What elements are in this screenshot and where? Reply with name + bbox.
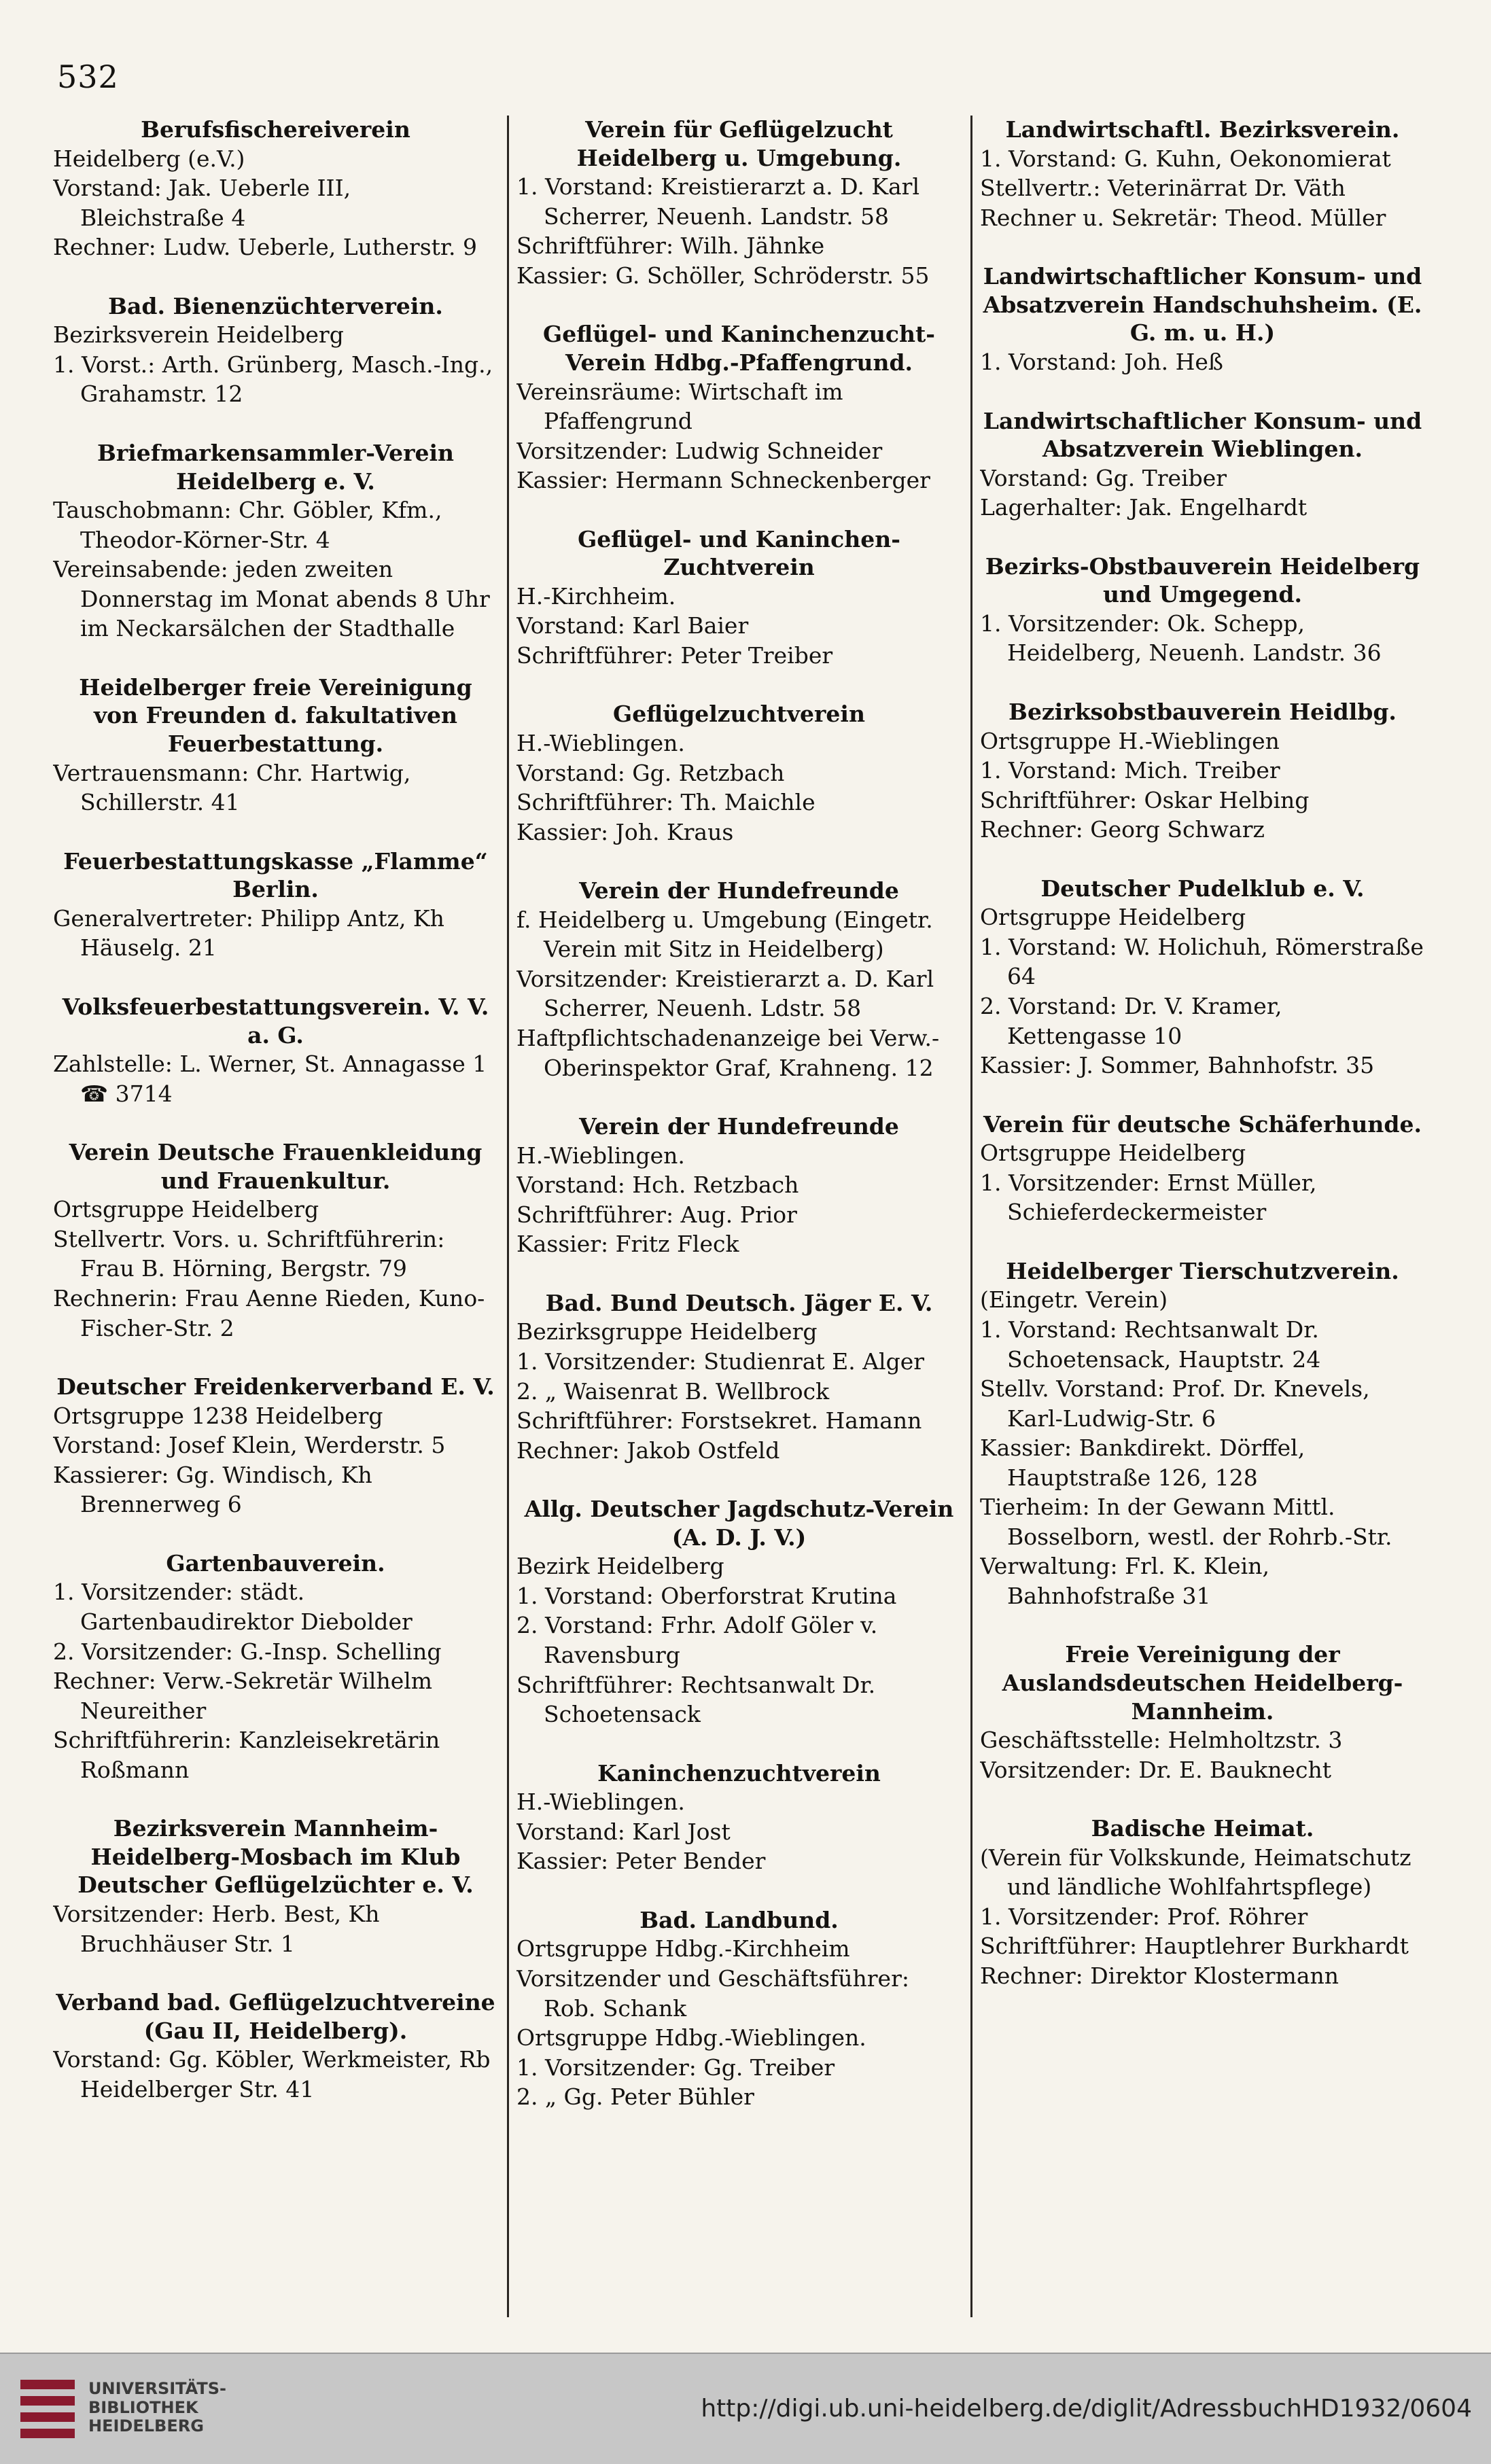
entry-line: Bezirk Heidelberg <box>516 1553 724 1580</box>
university-library-logo-icon <box>20 2380 75 2438</box>
entry-line: f. Heidelberg u. Umgebung (Eingetr. Verein mit Sitz in Heidelberg) <box>516 906 933 963</box>
entry-title: Bad. Landbund. <box>639 1906 839 1933</box>
entry-title: Deutscher Pudelklub e. V. <box>1040 875 1365 902</box>
entry-line: Kassier: Hermann Schneckenberger <box>516 467 930 494</box>
directory-entry <box>53 1373 498 1519</box>
entry-line: 2. Vorsitzender: G.-Insp. Schelling <box>53 1638 442 1665</box>
entry-line: Vorsitzender: Herb. Best, Kh Bruchhäuser Str. 1 <box>53 1901 380 1957</box>
entry-title: Landwirtschaftl. Bezirksverein. <box>1005 116 1400 143</box>
directory-entry <box>53 1549 498 1784</box>
entry-line: 2. Vorstand: Frhr. Adolf Göler v. Ravensburg <box>516 1612 878 1668</box>
directory-entry <box>53 847 498 963</box>
directory-entry <box>516 700 962 847</box>
entry-line: Schriftführer: Wilh. Jähnke <box>516 232 825 260</box>
directory-entry <box>53 993 498 1108</box>
entry-line: Vorstand: Gg. Treiber <box>980 464 1227 491</box>
entry-title: Feuerbestattungskasse „Flamme“ Berlin. <box>63 847 488 903</box>
directory-entry <box>516 1289 962 1465</box>
entry-line: Stellvertr. Vors. u. Schriftführerin: Frau B. Hörning, Bergstr. 79 <box>53 1225 445 1282</box>
entry-line: Rechner: Jakob Ostfeld <box>516 1437 780 1464</box>
entry-line: Bezirksverein Heidelberg <box>53 321 344 349</box>
entry-title: Verein der Hundefreunde <box>579 1113 899 1140</box>
directory-entry <box>53 439 498 644</box>
directory-entry <box>53 1138 498 1343</box>
directory-entry <box>980 1814 1425 1990</box>
entry-line: Kassierer: Gg. Windisch, Kh Brennerweg 6 <box>53 1461 372 1518</box>
entry-line: 1. Vorstand: Joh. Heß <box>980 348 1223 375</box>
directory-entry <box>53 1814 498 1958</box>
entry-line: Tierheim: In der Gewann Mittl. Bosselborn, westl. der Rohrb.-Str. <box>980 1494 1392 1550</box>
directory-entry <box>980 698 1425 845</box>
directory-entry <box>516 877 962 1083</box>
entry-title: Landwirtschaftlicher Konsum- und Absatzverein Wieblingen. <box>983 407 1422 463</box>
directory-entry <box>980 1257 1425 1611</box>
directory-entry <box>516 116 962 290</box>
directory-entry <box>53 116 498 262</box>
entry-line: Kassier: Joh. Kraus <box>516 818 734 845</box>
entry-title: Verband bad. Geflügelzuchtvereine (Gau II, Heidelberg). <box>56 1989 495 2044</box>
entry-title: Heidelberger Tierschutzverein. <box>1006 1257 1399 1284</box>
entry-line: 1. Vorsitzender: Prof. Röhrer <box>980 1903 1308 1930</box>
entry-title: Badische Heimat. <box>1091 1815 1314 1842</box>
directory-entry <box>53 1988 498 2104</box>
directory-entry <box>980 552 1425 668</box>
directory-entry <box>980 1110 1425 1227</box>
directory-entry <box>516 1495 962 1729</box>
entry-title: Briefmarkensammler-Verein Heidelberg e. V. <box>97 439 455 495</box>
entry-line: Schriftführer: Th. Maichle <box>516 789 815 816</box>
entry-title: Geflügelzuchtverein <box>613 701 865 728</box>
entry-line: 1. Vorstand: Rechtsanwalt Dr. Schoetensack, Hauptstr. 24 <box>980 1316 1321 1373</box>
entry-title: Verein Deutsche Frauenkleidung und Frauenkultur. <box>69 1139 483 1194</box>
entry-line: Vorstand: Hch. Retzbach <box>516 1172 799 1199</box>
directory-entry <box>980 262 1425 376</box>
entry-line: Stellv. Vorstand: Prof. Dr. Knevels, Karl-Ludwig-Str. 6 <box>980 1375 1370 1432</box>
entry-title: Heidelberger freie Vereinigung von Freunden d. fakultativen Feuerbestattung. <box>79 673 472 758</box>
entry-line: Vorstand: Gg. Köbler, Werkmeister, Rb Heidelberger Str. 41 <box>53 2046 491 2102</box>
entry-line: H.-Wieblingen. <box>516 1789 685 1816</box>
entry-line: Schriftführer: Peter Treiber <box>516 641 833 669</box>
directory-entry <box>516 1759 962 1876</box>
entry-line: 1. Vorsitzender: Ok. Schepp, Heidelberg, Neuenh. Landstr. 36 <box>980 610 1382 667</box>
entry-line: Zahlstelle: L. Werner, St. Annagasse 1 ☎ 3714 <box>53 1051 487 1107</box>
entry-line: Vorstand: Josef Klein, Werderstr. 5 <box>53 1432 446 1459</box>
entry-line: Schriftführer: Aug. Prior <box>516 1201 797 1228</box>
entry-line: Vorsitzender: Dr. E. Bauknecht <box>980 1756 1332 1783</box>
entry-title: Verein für Geflügelzucht Heidelberg u. Umgebung. <box>576 116 902 171</box>
entry-line: Lagerhalter: Jak. Engelhardt <box>980 494 1308 521</box>
entry-line: Geschäftsstelle: Helmholtzstr. 3 <box>980 1727 1343 1754</box>
directory-entry <box>516 1112 962 1259</box>
column-left <box>53 116 498 2347</box>
directory-entry <box>53 292 498 409</box>
entry-line: 1. Vorsitzender: städt. Gartenbaudirektor Diebolder <box>53 1579 413 1635</box>
entry-line: Kassier: Fritz Fleck <box>516 1231 739 1258</box>
library-name <box>88 2380 226 2436</box>
entry-line: Vorsitzender: Ludwig Schneider <box>516 437 883 464</box>
entry-line: Ortsgruppe Heidelberg <box>980 904 1246 931</box>
entry-line: H.-Wieblingen. <box>516 1142 685 1169</box>
entry-line: Schriftführer: Oskar Helbing <box>980 786 1310 813</box>
entry-line: Schriftführer: Rechtsanwalt Dr. Schoetensack <box>516 1671 876 1728</box>
entry-title: Kaninchenzuchtverein <box>597 1759 881 1787</box>
entry-title: Bezirksverein Mannheim-Heidelberg-Mosbach im Klub Deutscher Geflügelzüchter e. V. <box>77 1815 474 1899</box>
entry-line: Stellvertr.: Veterinärrat Dr. Väth <box>980 175 1346 202</box>
entry-title: Volksfeuerbestattungsverein. V. V. a. G. <box>62 993 489 1049</box>
column-divider <box>507 116 509 2317</box>
directory-entry <box>516 525 962 671</box>
entry-title: Bad. Bund Deutsch. Jäger E. V. <box>545 1289 933 1316</box>
entry-line: 1. Vorsitzender: Ernst Müller, Schieferdeckermeister <box>980 1169 1317 1226</box>
directory-entry <box>53 673 498 817</box>
entry-line: Schriftführerin: Kanzleisekretärin Roßmann <box>53 1727 440 1783</box>
entry-line: H.-Kirchheim. <box>516 582 676 610</box>
entry-line: Kassier: J. Sommer, Bahnhofstr. 35 <box>980 1052 1375 1079</box>
footer-bar <box>0 2353 1491 2464</box>
entry-line: 1. Vorstand: Kreistierarzt a. D. Karl Scherrer, Neuenh. Landstr. 58 <box>516 173 920 230</box>
entry-title: Deutscher Freidenkerverband E. V. <box>56 1373 495 1401</box>
entry-line: Kassier: Bankdirekt. Dörffel, Hauptstraße 126, 128 <box>980 1435 1305 1491</box>
entry-line: 1. Vorstand: G. Kuhn, Oekonomierat <box>980 145 1391 172</box>
entry-line: Vorsitzender und Geschäftsführer: Rob. Schank <box>516 1965 909 2022</box>
entry-title: Freie Vereinigung der Auslandsdeutschen Heidelberg-Mannheim. <box>1002 1641 1403 1725</box>
entry-line: H.-Wieblingen. <box>516 730 685 757</box>
entry-title: Berufsfischereiverein <box>141 116 410 143</box>
library-name-line: BIBLIOTHEK <box>88 2397 198 2417</box>
entry-line: 1. Vorsitzender: Gg. Treiber <box>516 2054 835 2081</box>
entry-line: (Eingetr. Verein) <box>980 1286 1168 1314</box>
entry-title: Allg. Deutscher Jagdschutz-Verein (A. D. J. V.) <box>524 1496 954 1551</box>
entry-title: Bezirksobstbauverein Heidlbg. <box>1008 699 1397 725</box>
directory-entry <box>980 407 1425 523</box>
entry-line: 2. „ Waisenrat B. Wellbrock <box>516 1377 830 1405</box>
entry-line: Vereinsabende: jeden zweiten Donnerstag im Monat abends 8 Uhr im Neckarsälchen der Stadthalle <box>53 556 490 642</box>
entry-line: 2. „ Gg. Peter Bühler <box>516 2083 754 2111</box>
entry-line: Ortsgruppe Hdbg.-Kirchheim <box>516 1935 850 1963</box>
source-url-link[interactable]: http://digi.ub.uni-heidelberg.de/diglit/AdressbuchHD1932/0604 <box>701 2395 1472 2423</box>
entry-line: Vereinsräume: Wirtschaft im Pfaffengrund <box>516 378 843 435</box>
entry-title: Bad. Bienenzüchterverein. <box>108 292 443 319</box>
directory-entry <box>516 320 962 495</box>
entry-line: Rechner: Direktor Klostermann <box>980 1963 1339 1990</box>
entry-line: Vorstand: Jak. Ueberle III, Bleichstraße 4 <box>53 175 351 231</box>
entry-line: 1. Vorsitzender: Studienrat E. Alger <box>516 1348 925 1375</box>
column-middle <box>516 116 962 2347</box>
entry-line: Ortsgruppe H.-Wieblingen <box>980 727 1280 754</box>
entry-line: Kassier: Peter Bender <box>516 1848 766 1875</box>
entry-line: Heidelberg (e.V.) <box>53 145 245 172</box>
entry-line: Tauschobmann: Chr. Göbler, Kfm., Theodor-Körner-Str. 4 <box>53 497 442 553</box>
directory-entry <box>980 116 1425 232</box>
entry-line: 1. Vorst.: Arth. Grünberg, Masch.-Ing., Grahamstr. 12 <box>53 351 493 408</box>
entry-line: Vorstand: Karl Jost <box>516 1818 731 1845</box>
entry-title: Geflügel- und Kaninchenzucht-Verein Hdbg.-Pfaffengrund. <box>543 321 935 376</box>
entry-line: Vorsitzender: Kreistierarzt a. D. Karl Scherrer, Neuenh. Ldstr. 58 <box>516 965 934 1022</box>
entry-line: Vorstand: Karl Baier <box>516 612 749 639</box>
entry-line: Schriftführer: Forstsekret. Hamann <box>516 1407 922 1435</box>
entry-line: Vorstand: Gg. Retzbach <box>516 759 785 786</box>
library-name-line: UNIVERSITÄTS- <box>88 2379 227 2398</box>
directory-entry <box>516 1906 962 2112</box>
directory-entry <box>980 1640 1425 1784</box>
entry-title: Verein der Hundefreunde <box>579 877 899 904</box>
entry-title: Gartenbauverein. <box>166 1549 385 1577</box>
entry-line: Ortsgruppe 1238 Heidelberg <box>53 1402 383 1429</box>
entry-line: 2. Vorstand: Dr. V. Kramer, Kettengasse 10 <box>980 992 1282 1049</box>
entry-line: Ortsgruppe Heidelberg <box>53 1196 319 1223</box>
entry-line: Rechner: Ludw. Ueberle, Lutherstr. 9 <box>53 234 478 261</box>
entry-line: Ortsgruppe Heidelberg <box>980 1140 1246 1167</box>
entry-line: Verwaltung: Frl. K. Klein, Bahnhofstraße 31 <box>980 1553 1269 1609</box>
entry-line: Rechner: Georg Schwarz <box>980 816 1265 843</box>
entry-line: Kassier: G. Schöller, Schröderstr. 55 <box>516 262 930 289</box>
entry-line: Generalvertreter: Philipp Antz, Kh Häuselg. 21 <box>53 904 444 962</box>
column-divider <box>970 116 972 2317</box>
entry-line: Haftpflichtschadenanzeige bei Verw.-Oberinspektor Graf, Krahneng. 12 <box>516 1025 940 1081</box>
entry-line: Ortsgruppe Hdbg.-Wieblingen. <box>516 2024 866 2052</box>
entry-line: (Verein für Volkskunde, Heimatschutz und ländliche Wohlfahrtspflege) <box>980 1844 1411 1901</box>
page-number: 532 <box>57 58 119 95</box>
entry-line: Rechner u. Sekretär: Theod. Müller <box>980 204 1386 231</box>
entry-title: Landwirtschaftlicher Konsum- und Absatzverein Handschuhsheim. (E. G. m. u. H.) <box>983 263 1422 347</box>
entry-line: 1. Vorstand: W. Holichuh, Römerstraße 64 <box>980 933 1424 990</box>
entry-line: 1. Vorstand: Oberforstrat Krutina <box>516 1582 897 1609</box>
library-name-line: HEIDELBERG <box>88 2416 204 2436</box>
entry-title: Geflügel- und Kaninchen-Zuchtverein <box>578 525 900 581</box>
entry-line: Vertrauensmann: Chr. Hartwig, Schillerstr. 41 <box>53 759 411 816</box>
entry-line: Rechner: Verw.-Sekretär Wilhelm Neureither <box>53 1668 433 1724</box>
entry-title: Verein für deutsche Schäferhunde. <box>983 1110 1422 1138</box>
entry-line: Bezirksgruppe Heidelberg <box>516 1318 818 1345</box>
column-right <box>980 116 1425 2347</box>
entry-line: 1. Vorstand: Mich. Treiber <box>980 757 1280 784</box>
entry-title: Bezirks-Obstbauverein Heidelberg und Umgegend. <box>985 552 1420 608</box>
entry-line: Rechnerin: Frau Aenne Rieden, Kuno-Fischer-Str. 2 <box>53 1285 485 1341</box>
entry-line: Schriftführer: Hauptlehrer Burkhardt <box>980 1933 1409 1960</box>
directory-entry <box>980 875 1425 1080</box>
